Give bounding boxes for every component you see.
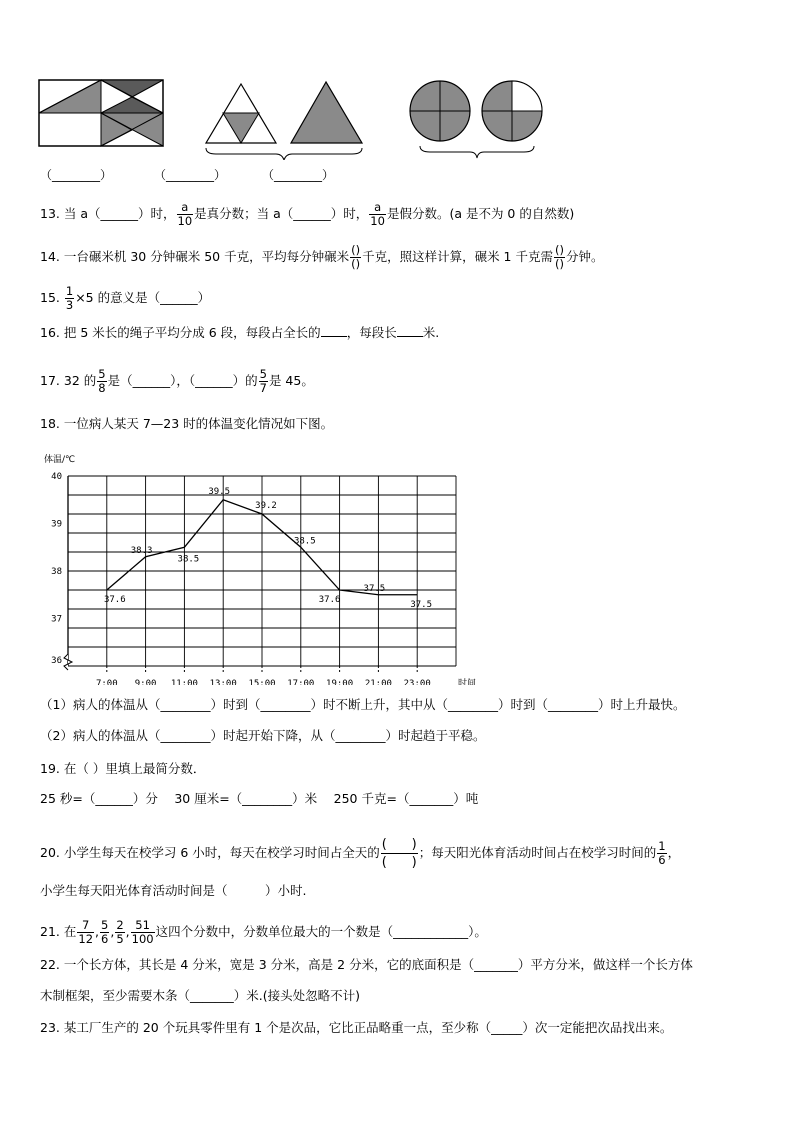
blank-fraction[interactable]: $\frac{( )}{( )}$ — [381, 837, 417, 870]
q14-text-2: 千克，照这样计算，碾米 1 千克需 — [362, 249, 553, 264]
question-22-line-2: 木制框架，至少需要木条（_______）米.(接头处忽略不计) — [40, 988, 360, 1003]
fraction-51-100: $\frac{51}{100}$ — [131, 918, 154, 946]
question-number: 23. — [40, 1020, 60, 1035]
q14-text-1: 一台碾米机 30 分钟碾米 50 千克，平均每分钟碾米 — [63, 249, 350, 264]
question-number: 20. — [40, 845, 60, 860]
chart-y-axis-label: 体温/℃ — [44, 455, 76, 465]
fraction-a-over-10: $\frac{a}{10}$ — [370, 200, 385, 228]
data-label: 37.6 — [103, 595, 126, 605]
figure-answer-1[interactable]: （________） — [40, 168, 113, 182]
question-19 — [40, 761, 205, 777]
question-number: 13. — [40, 206, 60, 221]
shaded-rectangle-figure — [39, 80, 163, 146]
q19-text: 在（ ）里填上最简分数． — [63, 761, 206, 776]
question-18-sub-2: （2）病人的体温从（________）时起开始下降，从（________）时起趋于平稳。 — [40, 728, 486, 743]
shaded-triangle-figure — [291, 82, 362, 143]
question-16 — [40, 324, 439, 341]
data-label: 38.3 — [130, 545, 153, 556]
question-19-line: 25 秒=（______）分 30 厘米=（________）米 250 千克=（_______）吨 — [40, 791, 479, 806]
q23-text: 某工厂生产的 20 个玩具零件里有 1 个是次品，它比正品略重一点，至少称（_____）次一定能把次品找出来。 — [63, 1020, 673, 1035]
q18-text: 一位病人某天 7—23 时的体温变化情况如下图。 — [63, 416, 334, 431]
q20-text-3: ， — [667, 845, 681, 860]
three-quarter-circle-figure — [482, 81, 542, 141]
fraction-a-over-10: $\frac{a}{10}$ — [177, 200, 193, 228]
q13-text-2: 是真分数；当 a（______）时， — [194, 206, 369, 221]
question-17 — [40, 368, 314, 395]
question-number: 15. — [40, 290, 60, 305]
question-number: 16. — [40, 325, 60, 340]
fraction-five-sevenths: $\frac{5}{7}$ — [259, 367, 267, 395]
y-tick-label: 39 — [51, 519, 62, 530]
q16-text-1: 把 5 米长的绳子平均分成 6 段，每段占全长的 — [63, 325, 321, 340]
question-number: 21. — [40, 924, 60, 939]
question-number: 19. — [40, 761, 60, 776]
q17-text-1: 32 的 — [63, 373, 97, 388]
fraction-5-6: $\frac{5}{6}$ — [101, 918, 109, 946]
question-22 — [40, 957, 693, 973]
y-tick-label: 36 — [51, 656, 62, 666]
q21-text-1: 在 — [63, 924, 77, 939]
data-label: 37.5 — [410, 599, 433, 610]
blank-fraction[interactable]: $\frac{()}{()}$ — [351, 243, 361, 271]
question-20-line-2: 小学生每天阳光体育活动时间是（ ）小时. — [40, 883, 307, 898]
question-number: 18. — [40, 416, 60, 431]
data-label: 37.6 — [318, 595, 341, 605]
x-tick-label: 15:00 — [248, 679, 276, 685]
x-tick-label: 11:00 — [170, 679, 198, 685]
question-14 — [40, 244, 603, 271]
q17-text-3: 是 45。 — [268, 373, 314, 388]
data-label: 39.5 — [208, 486, 231, 497]
data-label: 38.5 — [293, 536, 316, 547]
fraction-7-12: $\frac{7}{12}$ — [78, 918, 94, 946]
fraction-one-sixth: $\frac{1}{6}$ — [658, 839, 666, 867]
question-21: 21. 在 $\frac{7}{12}$ , $\frac{5}{6}$ , $\frac{2}{5}$ , $\frac{51}{100}$ 这四个分数中，分数单位最大的一个数是（____________）。 — [40, 918, 487, 946]
data-label: 39.2 — [255, 501, 277, 511]
fraction-2-5: $\frac{2}{5}$ — [116, 918, 124, 946]
q13-text-3: 是假分数。(a 是不为 0 的自然数) — [386, 206, 575, 221]
q16-text-3: 米. — [422, 325, 440, 340]
axis-break — [64, 654, 72, 670]
x-tick-label: 21:00 — [364, 679, 392, 685]
q14-text-3: 分钟。 — [565, 249, 604, 264]
q21-text-2: 这四个分数中，分数单位最大的一个数是（____________）。 — [155, 924, 487, 939]
question-number: 22. — [40, 957, 60, 972]
q22-text-1: 一个长方体，其长是 4 分米，宽是 3 分米，高是 2 分米，它的底面积是（_______）平方分米，做这样一个长方体 — [63, 957, 693, 972]
question-20 — [40, 836, 680, 871]
brace-triangles — [206, 148, 362, 160]
question-number: 14. — [40, 249, 60, 264]
answer-blank[interactable] — [397, 324, 423, 337]
x-tick-label: 7:00 — [95, 679, 118, 685]
x-tick-label: 17:00 — [287, 679, 315, 685]
question-13 — [40, 201, 574, 228]
x-tick-label: 19:00 — [326, 679, 354, 685]
q20-text-1: 小学生每天在校学习 6 小时，每天在校学习时间占全天的 — [63, 845, 380, 860]
figure-answer-2[interactable]: （________） — [154, 168, 227, 182]
q20-text-2: ；每天阳光体育活动时间占在校学习时间的 — [418, 845, 657, 860]
brace-circles — [420, 146, 534, 158]
data-label: 37.5 — [363, 583, 386, 594]
question-18 — [40, 416, 333, 432]
figure-answer-3[interactable]: （________） — [262, 168, 335, 182]
answer-blank[interactable] — [321, 324, 347, 337]
y-tick-label: 40 — [51, 472, 62, 482]
x-tick-label: 23:00 — [403, 679, 431, 685]
subdivided-triangle-figure — [206, 84, 276, 143]
question-number: 17. — [40, 373, 60, 388]
fraction-five-eighths: $\frac{5}{8}$ — [98, 367, 106, 395]
full-circle-figure — [410, 81, 470, 141]
blank-fraction[interactable]: $\frac{()}{()}$ — [554, 243, 564, 271]
q13-text-1: 当 a（______）时， — [63, 206, 176, 221]
q15-text: ×5 的意义是（______） — [75, 290, 211, 305]
question-15 — [40, 285, 210, 312]
x-tick-label: 9:00 — [134, 679, 157, 685]
fraction-one-third: $\frac{1}{3}$ — [65, 284, 74, 312]
y-tick-label: 38 — [51, 567, 62, 577]
question-18-sub-1: （1）病人的体温从（________）时到（________）时不断上升，其中从（________）时到（________）时上升最快。 — [40, 697, 686, 712]
data-label: 38.5 — [177, 554, 200, 565]
chart-canvas — [40, 460, 480, 685]
question-23 — [40, 1020, 672, 1036]
fraction-figures — [30, 70, 570, 160]
temperature-line-chart — [40, 460, 480, 685]
x-axis-label: 时间 — [458, 679, 477, 685]
q16-text-2: ，每段长 — [346, 325, 397, 340]
q17-text-2: 是（______），（______）的 — [107, 373, 258, 388]
y-tick-label: 37 — [51, 614, 62, 625]
x-tick-label: 13:00 — [209, 679, 237, 685]
